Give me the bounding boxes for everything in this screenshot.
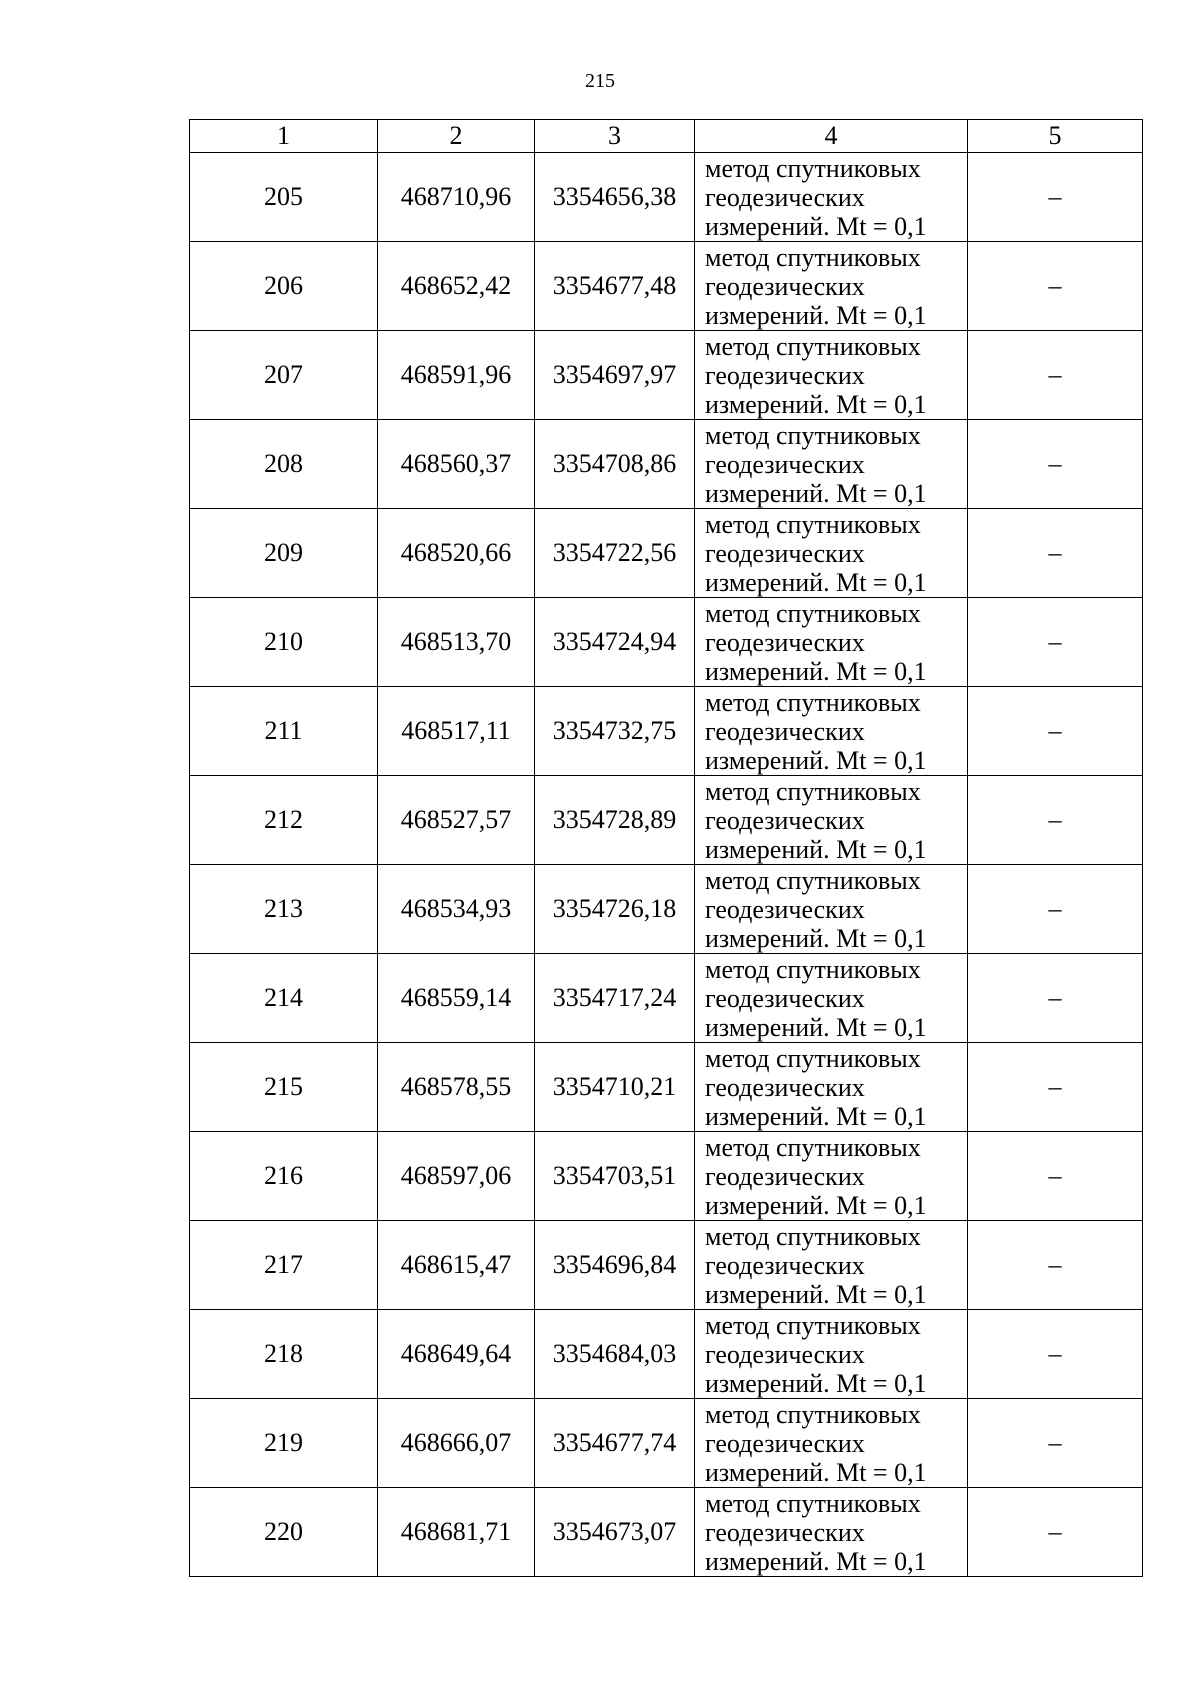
note-cell: – xyxy=(968,598,1143,687)
method-cell xyxy=(695,420,968,509)
y-coordinate-cell: 3354677,48 xyxy=(535,242,695,331)
method-cell xyxy=(695,1221,968,1310)
table-row xyxy=(190,1310,1143,1399)
header-col-4: 4 xyxy=(695,120,968,153)
table-row xyxy=(190,331,1143,420)
y-coordinate-cell: 3354684,03 xyxy=(535,1310,695,1399)
method-cell xyxy=(695,954,968,1043)
method-line: метод спутниковых xyxy=(705,1043,921,1073)
point-number-cell: 220 xyxy=(190,1488,378,1577)
method-line: измерений. Mt = 0,1 xyxy=(705,1279,927,1309)
point-number-cell: 208 xyxy=(190,420,378,509)
method-line: метод спутниковых xyxy=(705,1310,921,1340)
note-cell: – xyxy=(968,954,1143,1043)
method-cell xyxy=(695,1310,968,1399)
page-number: 215 xyxy=(585,70,615,92)
method-line: геодезических xyxy=(705,1339,865,1369)
header-col-1: 1 xyxy=(190,120,378,153)
note-cell: – xyxy=(968,242,1143,331)
note-cell: – xyxy=(968,1221,1143,1310)
x-coordinate-cell: 468615,47 xyxy=(378,1221,535,1310)
note-cell: – xyxy=(968,509,1143,598)
point-number-cell: 216 xyxy=(190,1132,378,1221)
table-row xyxy=(190,776,1143,865)
y-coordinate-cell: 3354724,94 xyxy=(535,598,695,687)
method-line: измерений. Mt = 0,1 xyxy=(705,389,927,419)
method-cell xyxy=(695,598,968,687)
method-line: измерений. Mt = 0,1 xyxy=(705,1012,927,1042)
method-cell xyxy=(695,687,968,776)
method-line: геодезических xyxy=(705,538,865,568)
y-coordinate-cell: 3354710,21 xyxy=(535,1043,695,1132)
method-line: геодезических xyxy=(705,716,865,746)
method-line: метод спутниковых xyxy=(705,420,921,450)
point-number-cell: 213 xyxy=(190,865,378,954)
method-cell xyxy=(695,1043,968,1132)
method-line: измерений. Mt = 0,1 xyxy=(705,1101,927,1131)
method-line: метод спутниковых xyxy=(705,1221,921,1251)
header-col-3: 3 xyxy=(535,120,695,153)
method-line: измерений. Mt = 0,1 xyxy=(705,1457,927,1487)
point-number-cell: 209 xyxy=(190,509,378,598)
table-row xyxy=(190,954,1143,1043)
method-line: измерений. Mt = 0,1 xyxy=(705,1190,927,1220)
method-line: метод спутниковых xyxy=(705,242,921,272)
method-line: метод спутниковых xyxy=(705,954,921,984)
method-line: геодезических xyxy=(705,1517,865,1547)
method-line: геодезических xyxy=(705,983,865,1013)
method-line: метод спутниковых xyxy=(705,776,921,806)
x-coordinate-cell: 468520,66 xyxy=(378,509,535,598)
table-row xyxy=(190,1132,1143,1221)
table-row xyxy=(190,1488,1143,1577)
method-line: измерений. Mt = 0,1 xyxy=(705,656,927,686)
note-cell: – xyxy=(968,1488,1143,1577)
method-line: геодезических xyxy=(705,627,865,657)
note-cell: – xyxy=(968,331,1143,420)
method-line: измерений. Mt = 0,1 xyxy=(705,300,927,330)
method-line: измерений. Mt = 0,1 xyxy=(705,1368,927,1398)
y-coordinate-cell: 3354673,07 xyxy=(535,1488,695,1577)
method-line: метод спутниковых xyxy=(705,1488,921,1518)
method-line: геодезических xyxy=(705,1250,865,1280)
x-coordinate-cell: 468666,07 xyxy=(378,1399,535,1488)
point-number-cell: 205 xyxy=(190,153,378,242)
table-body xyxy=(190,153,1143,1577)
y-coordinate-cell: 3354697,97 xyxy=(535,331,695,420)
note-cell: – xyxy=(968,865,1143,954)
table-header xyxy=(190,120,1143,153)
point-number-cell: 214 xyxy=(190,954,378,1043)
method-line: метод спутниковых xyxy=(705,153,921,183)
x-coordinate-cell: 468710,96 xyxy=(378,153,535,242)
method-line: метод спутниковых xyxy=(705,509,921,539)
table-row xyxy=(190,420,1143,509)
x-coordinate-cell: 468578,55 xyxy=(378,1043,535,1132)
method-line: метод спутниковых xyxy=(705,1132,921,1162)
method-line: измерений. Mt = 0,1 xyxy=(705,567,927,597)
note-cell: – xyxy=(968,687,1143,776)
point-number-cell: 210 xyxy=(190,598,378,687)
table-row xyxy=(190,1043,1143,1132)
point-number-cell: 217 xyxy=(190,1221,378,1310)
method-line: геодезических xyxy=(705,271,865,301)
coordinates-table xyxy=(189,119,1143,1577)
method-line: измерений. Mt = 0,1 xyxy=(705,834,927,864)
method-line: измерений. Mt = 0,1 xyxy=(705,745,927,775)
header-row xyxy=(190,120,1143,153)
method-line: метод спутниковых xyxy=(705,1399,921,1429)
method-cell xyxy=(695,1399,968,1488)
x-coordinate-cell: 468591,96 xyxy=(378,331,535,420)
table-row xyxy=(190,1399,1143,1488)
x-coordinate-cell: 468681,71 xyxy=(378,1488,535,1577)
method-line: геодезических xyxy=(705,449,865,479)
header-col-2: 2 xyxy=(378,120,535,153)
x-coordinate-cell: 468597,06 xyxy=(378,1132,535,1221)
x-coordinate-cell: 468534,93 xyxy=(378,865,535,954)
method-line: геодезических xyxy=(705,805,865,835)
point-number-cell: 206 xyxy=(190,242,378,331)
method-line: измерений. Mt = 0,1 xyxy=(705,1546,927,1576)
y-coordinate-cell: 3354728,89 xyxy=(535,776,695,865)
note-cell: – xyxy=(968,153,1143,242)
y-coordinate-cell: 3354677,74 xyxy=(535,1399,695,1488)
x-coordinate-cell: 468652,42 xyxy=(378,242,535,331)
method-line: метод спутниковых xyxy=(705,598,921,628)
method-cell xyxy=(695,1132,968,1221)
header-col-5: 5 xyxy=(968,120,1143,153)
method-cell xyxy=(695,331,968,420)
table-row xyxy=(190,598,1143,687)
method-line: геодезических xyxy=(705,360,865,390)
method-line: геодезических xyxy=(705,1161,865,1191)
method-line: метод спутниковых xyxy=(705,687,921,717)
method-line: геодезических xyxy=(705,1072,865,1102)
method-line: метод спутниковых xyxy=(705,865,921,895)
method-cell xyxy=(695,776,968,865)
method-cell xyxy=(695,242,968,331)
y-coordinate-cell: 3354732,75 xyxy=(535,687,695,776)
note-cell: – xyxy=(968,776,1143,865)
note-cell: – xyxy=(968,1043,1143,1132)
table-row xyxy=(190,509,1143,598)
method-line: измерений. Mt = 0,1 xyxy=(705,923,927,953)
method-line: геодезических xyxy=(705,894,865,924)
y-coordinate-cell: 3354722,56 xyxy=(535,509,695,598)
table-row xyxy=(190,242,1143,331)
x-coordinate-cell: 468649,64 xyxy=(378,1310,535,1399)
y-coordinate-cell: 3354726,18 xyxy=(535,865,695,954)
table-row xyxy=(190,1221,1143,1310)
x-coordinate-cell: 468560,37 xyxy=(378,420,535,509)
x-coordinate-cell: 468517,11 xyxy=(378,687,535,776)
y-coordinate-cell: 3354717,24 xyxy=(535,954,695,1043)
method-line: измерений. Mt = 0,1 xyxy=(705,211,927,241)
point-number-cell: 215 xyxy=(190,1043,378,1132)
method-line: геодезических xyxy=(705,1428,865,1458)
y-coordinate-cell: 3354696,84 xyxy=(535,1221,695,1310)
y-coordinate-cell: 3354703,51 xyxy=(535,1132,695,1221)
note-cell: – xyxy=(968,420,1143,509)
x-coordinate-cell: 468559,14 xyxy=(378,954,535,1043)
method-cell xyxy=(695,153,968,242)
x-coordinate-cell: 468513,70 xyxy=(378,598,535,687)
point-number-cell: 219 xyxy=(190,1399,378,1488)
note-cell: – xyxy=(968,1310,1143,1399)
note-cell: – xyxy=(968,1132,1143,1221)
x-coordinate-cell: 468527,57 xyxy=(378,776,535,865)
method-line: метод спутниковых xyxy=(705,331,921,361)
point-number-cell: 212 xyxy=(190,776,378,865)
method-line: геодезических xyxy=(705,182,865,212)
table-row xyxy=(190,687,1143,776)
method-line: измерений. Mt = 0,1 xyxy=(705,478,927,508)
table-row xyxy=(190,153,1143,242)
method-cell xyxy=(695,509,968,598)
point-number-cell: 211 xyxy=(190,687,378,776)
point-number-cell: 207 xyxy=(190,331,378,420)
y-coordinate-cell: 3354708,86 xyxy=(535,420,695,509)
method-cell xyxy=(695,1488,968,1577)
y-coordinate-cell: 3354656,38 xyxy=(535,153,695,242)
note-cell: – xyxy=(968,1399,1143,1488)
point-number-cell: 218 xyxy=(190,1310,378,1399)
table-row xyxy=(190,865,1143,954)
method-cell xyxy=(695,865,968,954)
